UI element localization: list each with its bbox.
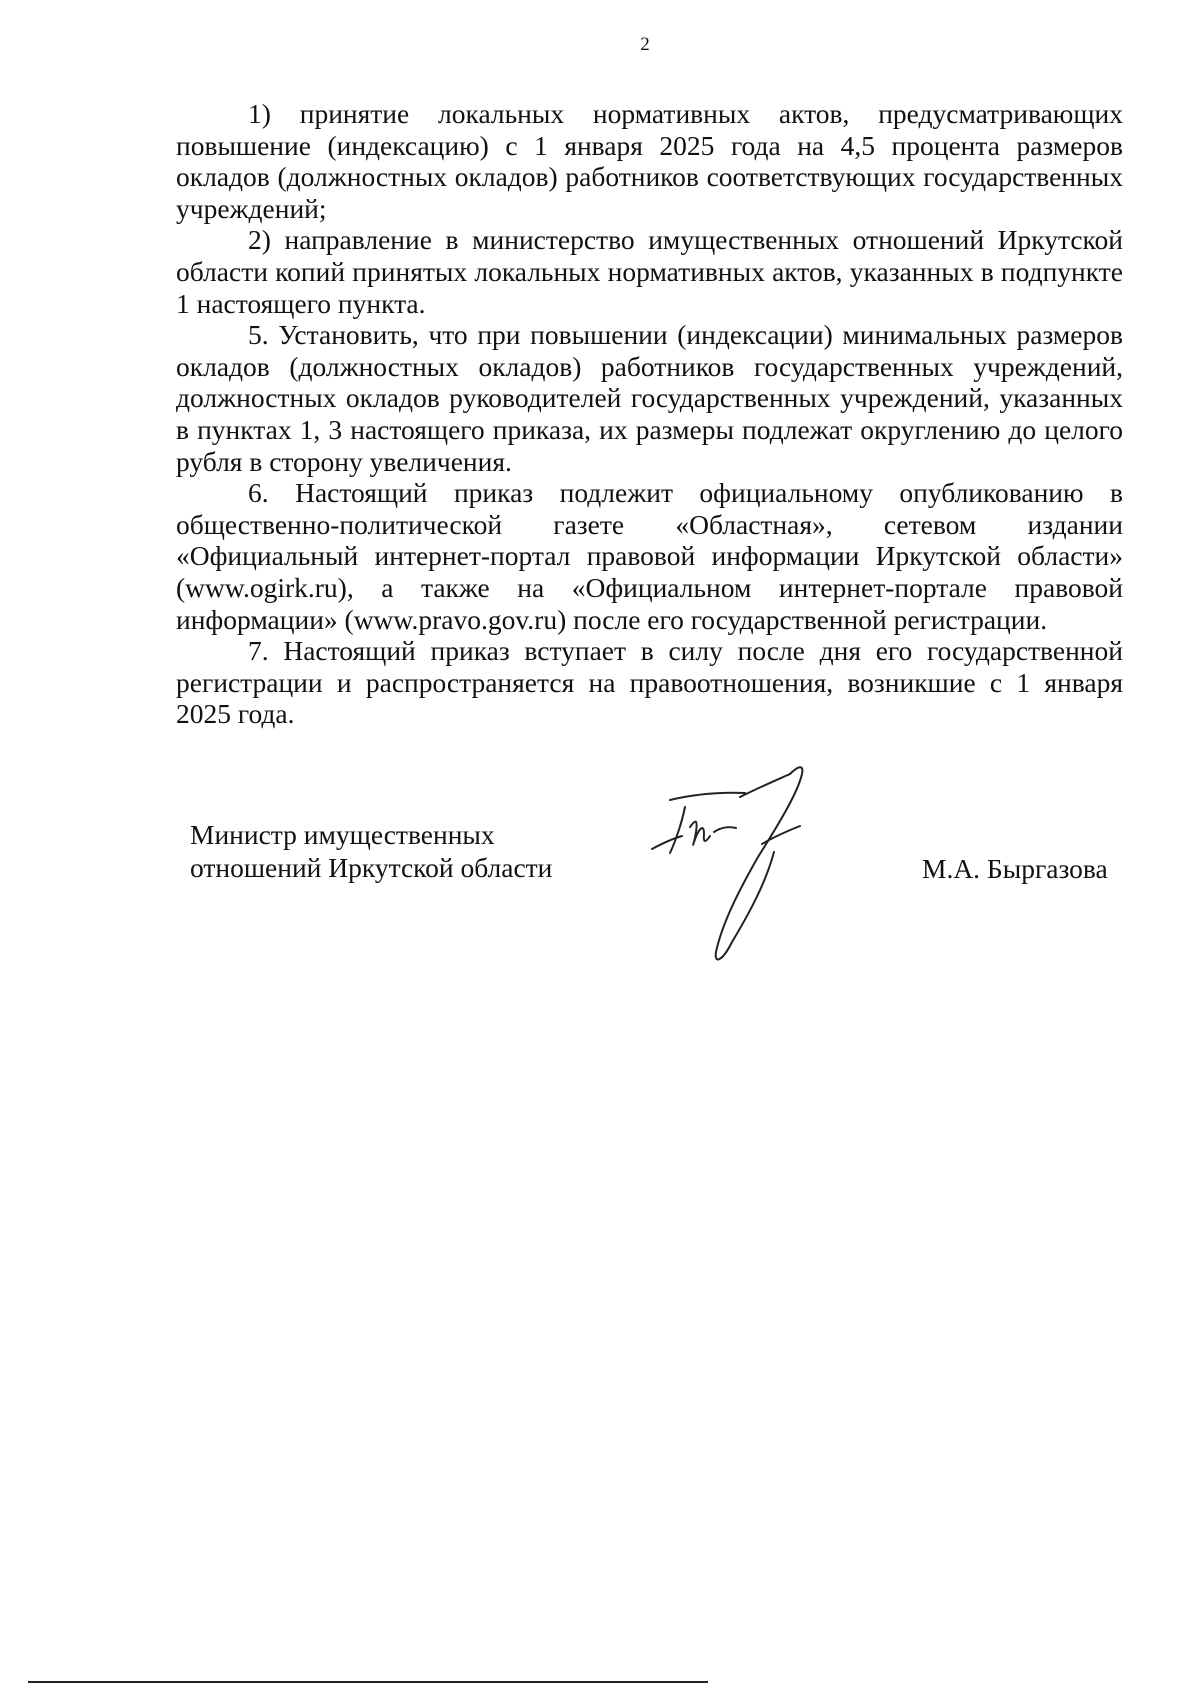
paragraph-4-1: 1) принятие локальных нормативных актов, предусматривающих повышение (индексацию) с 1 января 2025 года на 4,5 процента размеров окладов (должностных окладов) работников соответствующих государственных учреждений; (176, 98, 1123, 224)
paragraph-6: 6. Настоящий приказ подлежит официальному опубликованию в общественно-политической газете «Областная», сетевом издании «Официальный интернет-портал правовой информации Иркутской области» (www.ogirk.ru), а также на «Официальном интернет-портале правовой информации» (www.pravo.gov.ru) после его государственной регистрации. (176, 477, 1123, 635)
signatory-position (190, 818, 552, 884)
paragraph-5: 5. Установить, что при повышении (индексации) минимальных размеров окладов (должностных окладов) работников государственных учреждений, должностных окладов руководителей государственных учреждений, указанных в пунктах 1, 3 настоящего приказа, их размеры подлежат округлению до целого рубля в сторону увеличения. (176, 319, 1123, 477)
signatory-position-line-1: Министр имущественных (190, 819, 495, 850)
paragraph-4-2: 2) направление в министерство имущественных отношений Иркутской области копий принятых локальных нормативных актов, указанных в подпункте 1 настоящего пункта. (176, 224, 1123, 319)
signatory-position-line-2: отношений Иркутской области (190, 852, 553, 883)
signatory-name: М.А. Быргазова (922, 853, 1108, 884)
footer-rule (28, 1681, 708, 1683)
page-number: 2 (640, 34, 650, 55)
handwritten-signature (640, 752, 860, 972)
paragraph-7: 7. Настоящий приказ вступает в силу после дня его государственной регистрации и распространяется на правоотношения, возникшие с 1 января 2025 года. (176, 635, 1123, 730)
